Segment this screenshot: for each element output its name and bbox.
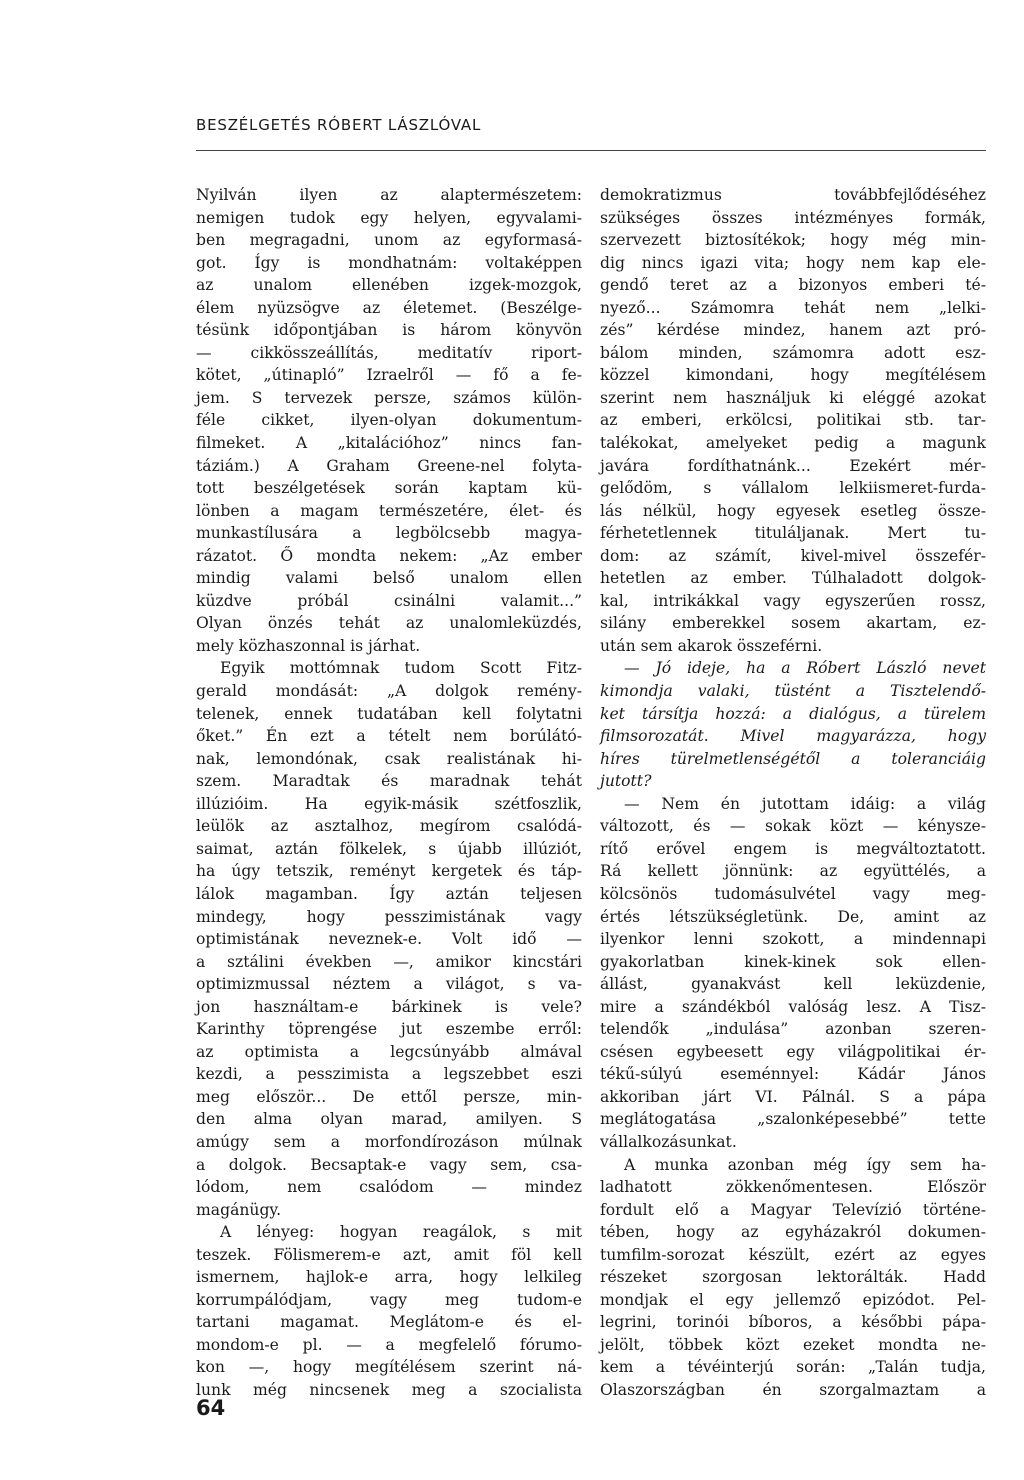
text-line: szervezett biztosítékok; hogy még min-	[600, 231, 986, 250]
right-column	[600, 184, 986, 1402]
text-line: híres türelmetlenségétől a toleranciáig	[600, 749, 986, 768]
text-line: jon használtam-e bárkinek is vele?	[196, 997, 582, 1016]
text-line: ilyenkor lenni szokott, a mindennapi	[600, 930, 986, 949]
text-line: ket társítja hozzá: a dialógus, a türelem	[600, 704, 986, 723]
text-line: leülök az asztalhoz, megírom csalódá-	[196, 817, 582, 836]
text-line: részeket szorgosan lektorálták. Hadd	[600, 1268, 986, 1287]
text-line: akkoriban járt VI. Pálnál. S a pápa	[600, 1087, 986, 1106]
text-line: élem nyüzsögve az életemet. (Beszélge-	[196, 298, 582, 317]
text-line: értés létszükségletünk. De, amint az	[600, 907, 986, 926]
text-line: az unalom ellenében izgek-mozgok,	[196, 276, 582, 295]
text-line: a sztálini években —, amikor kincstári	[196, 952, 582, 971]
text-line: legrini, torinói bíboros, a későbbi pápa-	[600, 1313, 986, 1332]
text-line: illúzióim. Ha egyik-másik szétfoszlik,	[196, 794, 582, 813]
text-line: jem. S tervezek persze, számos külön-	[196, 388, 582, 407]
text-line: telenek, ennek tudatában kell folytatni	[196, 704, 582, 723]
text-line: magánügy.	[196, 1200, 282, 1219]
text-line: ben megragadni, unom az egyformasá-	[196, 231, 582, 250]
text-line: optimistának neveznek-e. Volt idő —	[196, 930, 582, 949]
text-line: kem a tévéinterjú során: „Talán tudja,	[600, 1358, 986, 1377]
text-line: got. Így is mondhatnám: voltaképpen	[196, 253, 582, 272]
text-line: demokratizmus továbbfejlődéséhez	[600, 186, 986, 204]
text-line: A lényeg: hogyan reagálok, s mit	[220, 1223, 582, 1242]
text-line: Olaszországban én szorgalmaztam a	[600, 1380, 986, 1399]
text-line: jelölt, többek közt ezeket mondta ne-	[600, 1335, 986, 1354]
text-line: tésünk időpontjában is három könyvön	[196, 321, 582, 340]
text-line: nyező... Számomra tehát nem „lelki-	[600, 298, 986, 317]
text-line: bálom minden, számomra adott esz-	[600, 343, 986, 362]
text-line: dig nincs igazi vita; hogy nem kap ele-	[600, 253, 986, 272]
text-line: gerald mondását: „A dolgok remény-	[196, 682, 582, 701]
text-line: kal, intrikákkal vagy egyszerűen rossz,	[600, 591, 986, 610]
text-line: — Nem én jutottam idáig: a világ	[624, 794, 986, 813]
text-line: Egyik mottómnak tudom Scott Fitz-	[220, 659, 582, 678]
text-line: Rá kellett jönnünk: az együttélés, a	[600, 862, 986, 881]
text-line: A munka azonban még így sem ha-	[624, 1155, 986, 1174]
text-line: az emberi, erkölcsi, politikai stb. tar-	[600, 411, 986, 430]
text-line: tében, hogy az egyházakról dokumen-	[600, 1223, 986, 1242]
text-line: filmsorozatát. Mivel magyarázza, hogy	[600, 727, 986, 746]
text-line: javára fordíthatnánk... Ezekért mér-	[600, 456, 986, 475]
text-line: mondom-e pl. — a megfelelő fórumo-	[196, 1335, 582, 1354]
text-line: gelődöm, s vállalom lelkiismeret-furda-	[600, 479, 986, 498]
text-line: lódom, nem csalódom — mindez	[196, 1178, 582, 1197]
text-line: ladhatott zökkenőmentesen. Először	[600, 1178, 986, 1197]
text-line: mindegy, hogy pesszimistának vagy	[196, 907, 582, 926]
text-line: lönben a magam természetére, élet- és	[196, 501, 582, 520]
running-head: BESZÉLGETÉS RÓBERT LÁSZLÓVAL	[196, 116, 482, 134]
text-line: táziám.) A Graham Greene-nel folyta-	[196, 456, 582, 475]
text-line: — cikkösszeállítás, meditatív riport-	[196, 343, 582, 362]
text-line: lás nélkül, hogy egyesek esetleg össze-	[600, 501, 986, 520]
text-line: gyakorlatban kinek-kinek sok ellen-	[600, 952, 986, 971]
text-line: mondjak el egy jellemző epizódot. Pel-	[600, 1290, 986, 1309]
text-line: szem. Maradtak és maradnak tehát	[196, 772, 582, 791]
text-line: tott beszélgetések során kaptam kü-	[196, 479, 582, 498]
text-line: kölcsönös tudomásulvétel vagy meg-	[600, 884, 986, 903]
text-line: tékű-súlyú eseménnyel: Kádár János	[600, 1065, 986, 1084]
text-line: kezdi, a pesszimista a legszebbet eszi	[196, 1065, 582, 1084]
text-line: szerint nem használjuk ki eléggé azokat	[600, 388, 986, 407]
text-line: Nyilván ilyen az alaptermészetem:	[196, 186, 582, 204]
text-line: zés” kérdése mindez, hanem azt pró-	[600, 321, 986, 340]
text-line: teszek. Fölismerem-e azt, amit föl kell	[196, 1245, 582, 1264]
text-line: Karinthy töprengése jut eszembe erről:	[196, 1020, 582, 1039]
text-line: meg először... De ettől persze, min-	[196, 1087, 582, 1106]
text-line: közzel kimondani, hogy megítélésem	[600, 366, 986, 385]
text-line: lunk még nincsenek meg a szocialista	[196, 1380, 582, 1399]
text-line: fordult elő a Magyar Televízió történe-	[600, 1200, 986, 1219]
text-line: silány emberekkel sosem akartam, ez-	[600, 614, 986, 633]
text-line: az optimista a legcsúnyább almával	[196, 1042, 582, 1061]
text-line: — Jó ideje, ha a Róbert László nevet	[624, 659, 986, 678]
text-line: gendő teret az a bizonyos emberi té-	[600, 276, 986, 295]
text-line: tumfilm-sorozat készült, ezért az egyes	[600, 1245, 986, 1264]
text-line: mire a szándékból valóság lesz. A Tisz-	[600, 997, 986, 1016]
text-line: optimizmussal néztem a világot, s va-	[196, 975, 582, 994]
text-line: telendők „indulása” azonban szeren-	[600, 1020, 986, 1039]
text-line: korrumpálódjam, vagy meg tudom-e	[196, 1290, 582, 1309]
text-line: ha úgy tetszik, reményt kergetek és táp-	[196, 862, 582, 881]
text-line: szükséges összes intézményes formák,	[600, 208, 986, 227]
text-line: kon —, hogy megítélésem szerint ná-	[196, 1358, 582, 1377]
text-line: a dolgok. Becsaptak-e vagy sem, csa-	[196, 1155, 582, 1174]
text-line: mindig valami belső unalom ellen	[196, 569, 582, 588]
text-line: filmeket. A „kitalációhoz” nincs fan-	[196, 434, 582, 453]
text-line: után sem akarok összeférni.	[600, 636, 823, 655]
text-line: tartani magamat. Meglátom-e és el-	[196, 1313, 582, 1332]
text-line: meglátogatása „szalonképesebbé” tette	[600, 1110, 986, 1129]
text-line: saimat, aztán fölkelek, s újabb illúziót,	[196, 839, 582, 858]
text-line: változott, és — sokak közt — kénysze-	[600, 817, 986, 836]
text-line: féle cikket, ilyen-olyan dokumentum-	[196, 411, 582, 430]
text-line: amúgy sem a morfondírozáson múlnak	[196, 1132, 582, 1151]
text-line: csésen egybeesett egy világpolitikai ér-	[600, 1042, 986, 1061]
text-line: munkastílusára a legbölcsebb magya-	[196, 524, 582, 543]
page-number: 64	[196, 1396, 226, 1420]
text-line: állást, gyanakvást kell leküzdenie,	[600, 975, 986, 994]
text-line: mely közhaszonnal is járhat.	[196, 636, 421, 655]
left-column	[196, 184, 582, 1402]
text-line: őket.” Én ezt a tételt nem borúlátó-	[196, 727, 582, 746]
text-line: jutott?	[600, 772, 652, 791]
text-line: hetetlen az ember. Túlhaladott dolgok-	[600, 569, 986, 588]
text-line: Olyan önzés tehát az unalomleküzdés,	[196, 614, 582, 633]
header-rule	[196, 150, 986, 151]
text-line: küzdve próbál csinálni valamit...”	[196, 591, 582, 610]
text-line: nak, lemondónak, csak realistának hi-	[196, 749, 582, 768]
text-line: ismernem, hajlok-e arra, hogy lelkileg	[196, 1268, 582, 1287]
text-line: rázatot. Ő mondta nekem: „Az ember	[196, 546, 582, 565]
text-line: talékokat, amelyeket pedig a magunk	[600, 434, 986, 453]
text-line: vállalkozásunkat.	[600, 1132, 737, 1151]
text-line: den alma olyan marad, amilyen. S	[196, 1110, 582, 1129]
text-line: dom: az számít, kivel-mivel összefér-	[600, 546, 986, 565]
text-line: férhetetlennek tituláljanak. Mert tu-	[600, 524, 986, 543]
text-line: kimondja valaki, tüstént a Tisztelendő-	[600, 682, 986, 701]
text-line: kötet, „útinapló” Izraelről — fő a fe-	[196, 366, 582, 385]
text-line: rítő erővel engem is megváltoztatott.	[600, 839, 986, 858]
text-line: nemigen tudok egy helyen, egyvalami-	[196, 208, 582, 227]
text-line: lálok magamban. Így aztán teljesen	[196, 884, 582, 903]
